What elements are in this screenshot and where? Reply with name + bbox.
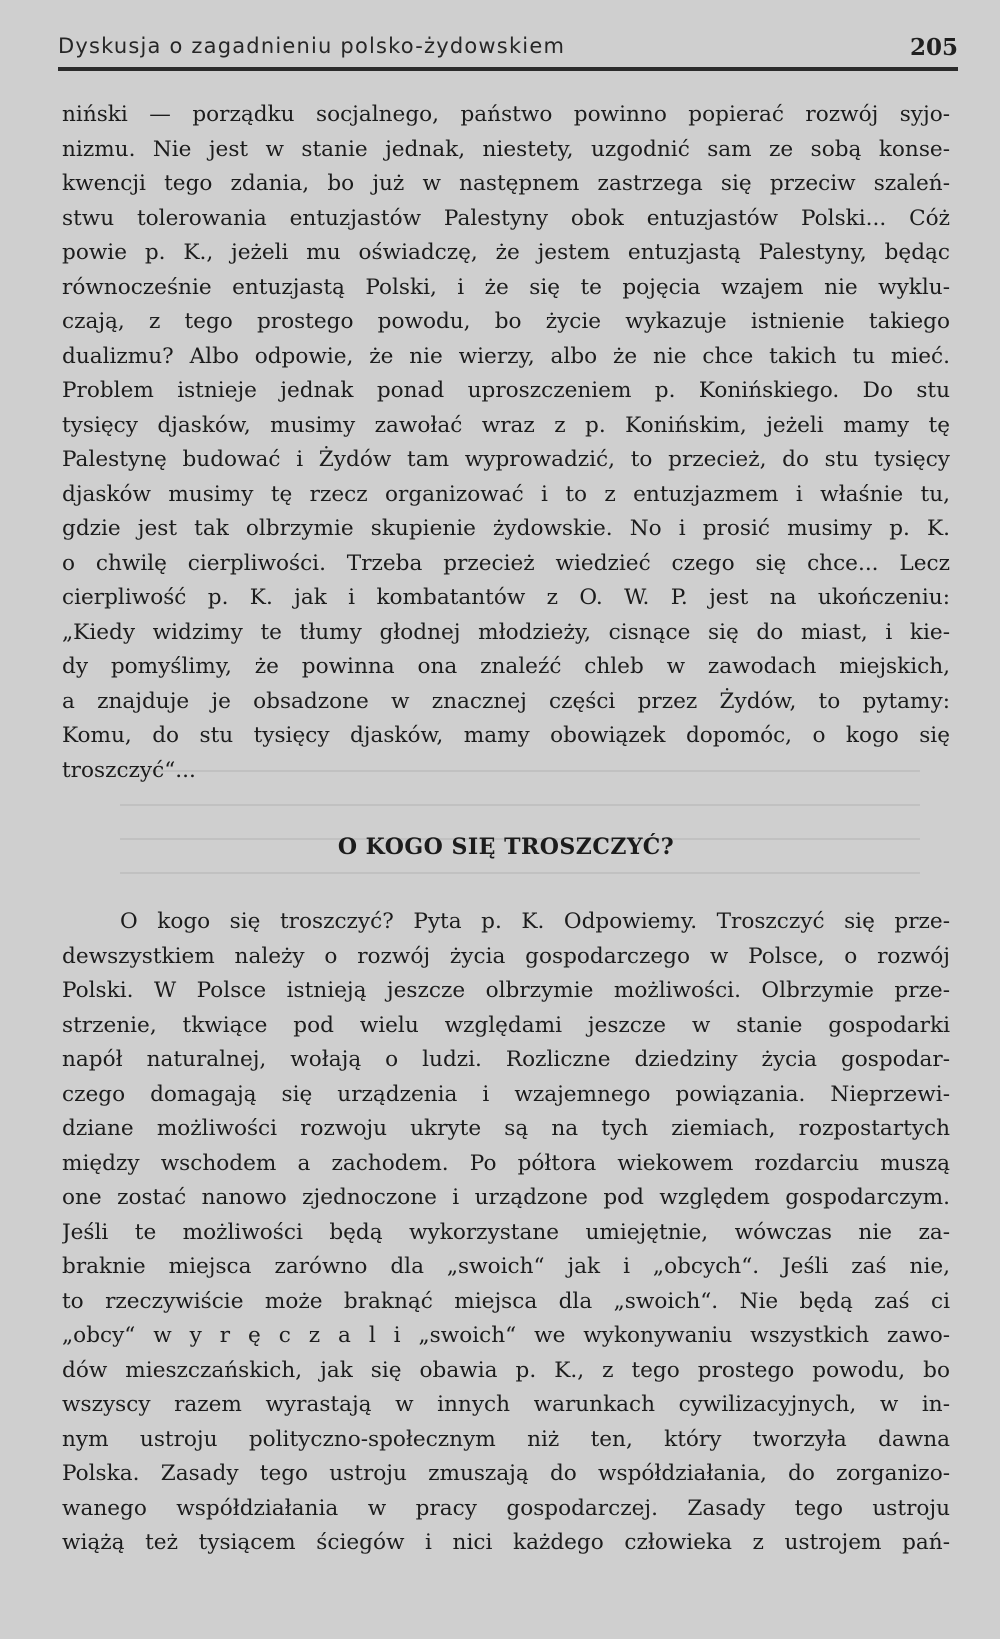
- text-line: czego domagają się urządzenia i wzajemnego powiązania. Nieprzewi-: [62, 1081, 950, 1107]
- text-line: dy pomyślimy, że powinna ona znaleźć chleb w zawodach miejskich,: [62, 654, 950, 679]
- text-line: Problem istnieje jednak ponad uproszczeniem p. Konińskiego. Do stu: [62, 378, 950, 403]
- text-line: o chwilę cierpliwości. Trzeba przecież wiedzieć czego się chce... Lecz: [62, 550, 950, 576]
- text-line: one zostać nanowo zjednoczone i urządzone pod względem gospodarczym.: [62, 1185, 950, 1210]
- text-line: „obcy“ w y r ę c z a l i „swoich“ we wykonywaniu wszystkich zawo-: [62, 1323, 950, 1348]
- text-line: dewszystkiem należy o rozwój życia gospodarczego w Polsce, o rozwój: [62, 943, 950, 969]
- text-line: Komu, do stu tysięcy djasków, mamy obowiązek dopomóc, o kogo się: [62, 723, 950, 748]
- text-line: Palestynę budować i Żydów tam wyprowadzić, to przecież, do stu tysięcy: [62, 447, 950, 472]
- header-rule: [58, 67, 958, 71]
- text-line: między wschodem a zachodem. Po półtora wiekowem rozdarciu muszą: [62, 1150, 950, 1176]
- text-line: Polska. Zasady tego ustroju zmuszają do współdziałania, do zorganizo-: [62, 1461, 950, 1486]
- text-line: djasków musimy tę rzecz organizować i to z entuzjazmem i właśnie tu,: [62, 481, 950, 507]
- text-line: Jeśli te możliwości będą wykorzystane umiejętnie, wówczas nie za-: [62, 1219, 950, 1245]
- text-line: a znajduje je obsadzone w znacznej części przez Żydów, to pytamy:: [62, 688, 950, 714]
- section-heading: O KOGO SIĘ TROSZCZYĆ?: [337, 834, 675, 860]
- paragraph-before-heading: [62, 98, 950, 788]
- text-line: wiążą też tysiącem ściegów i nici każdego człowieka z ustrojem pań-: [62, 1530, 950, 1555]
- text-line: „Kiedy widzimy te tłumy głodnej młodzieży, cisnące się do miast, i kie-: [62, 619, 950, 645]
- text-line: dziane możliwości rozwoju ukryte są na tych ziemiach, rozpostartych: [62, 1116, 950, 1141]
- text-line: strzenie, tkwiące pod wielu względami jeszcze w stanie gospodarki: [62, 1012, 950, 1038]
- text-line: gdzie jest tak olbrzymie skupienie żydowskie. No i prosić musimy p. K.: [62, 516, 950, 541]
- text-line: O kogo się troszczyć? Pyta p. K. Odpowiemy. Troszczyć się prze-: [120, 909, 950, 934]
- body-text: [62, 98, 950, 1561]
- running-title: Dyskusja o zagadnieniu polsko-żydowskiem: [58, 34, 566, 58]
- text-line: równocześnie entuzjastą Polski, i że się te pojęcia wzajem nie wyklu-: [62, 274, 950, 300]
- page-number: 205: [909, 34, 958, 61]
- text-line: wszyscy razem wyrastają w innych warunkach cywilizacyjnych, w in-: [62, 1392, 950, 1417]
- text-line: dualizmu? Albo odpowie, że nie wierzy, albo że nie chce takich tu mieć.: [62, 343, 950, 369]
- text-line: napół naturalnej, wołają o ludzi. Rozliczne dziedziny życia gospodar-: [62, 1047, 950, 1072]
- text-line: kwencji tego zdania, bo już w następnem zastrzega się przeciw szaleń-: [62, 171, 950, 196]
- text-line: nizmu. Nie jest w stanie jednak, niestety, uzgodnić sam ze sobą konse-: [62, 136, 950, 162]
- text-line: niński — porządku socjalnego, państwo powinno popierać rozwój syjo-: [62, 102, 950, 127]
- text-line: dów mieszczańskich, jak się obawia p. K., z tego prostego powodu, bo: [62, 1357, 950, 1383]
- text-line: czają, z tego prostego powodu, bo życie wykazuje istnienie takiego: [62, 309, 950, 334]
- text-line: Polski. W Polsce istnieją jeszcze olbrzymie możliwości. Olbrzymie prze-: [62, 978, 950, 1003]
- paragraph-after-heading: [62, 905, 950, 1561]
- text-line: stwu tolerowania entuzjastów Palestyny obok entuzjastów Polski... Cóż: [62, 205, 950, 231]
- text-line: wanego współdziałania w pracy gospodarczej. Zasady tego ustroju: [62, 1495, 950, 1521]
- running-head: [58, 28, 958, 70]
- text-line: tysięcy djasków, musimy zawołać wraz z p. Konińskim, jeżeli mamy tę: [62, 412, 950, 438]
- text-line: nym ustroju polityczno-społecznym niż ten, który tworzyła dawna: [62, 1426, 950, 1452]
- text-line: troszczyć“...: [62, 757, 196, 783]
- text-line: cierpliwość p. K. jak i kombatantów z O. W. P. jest na ukończeniu:: [62, 585, 950, 610]
- text-line: braknie miejsca zarówno dla „swoich“ jak i „obcych“. Jeśli zaś nie,: [62, 1254, 950, 1279]
- text-line: to rzeczywiście może braknąć miejsca dla „swoich“. Nie będą zaś ci: [62, 1288, 950, 1314]
- text-line: powie p. K., jeżeli mu oświadczę, że jestem entuzjastą Palestyny, będąc: [62, 240, 950, 265]
